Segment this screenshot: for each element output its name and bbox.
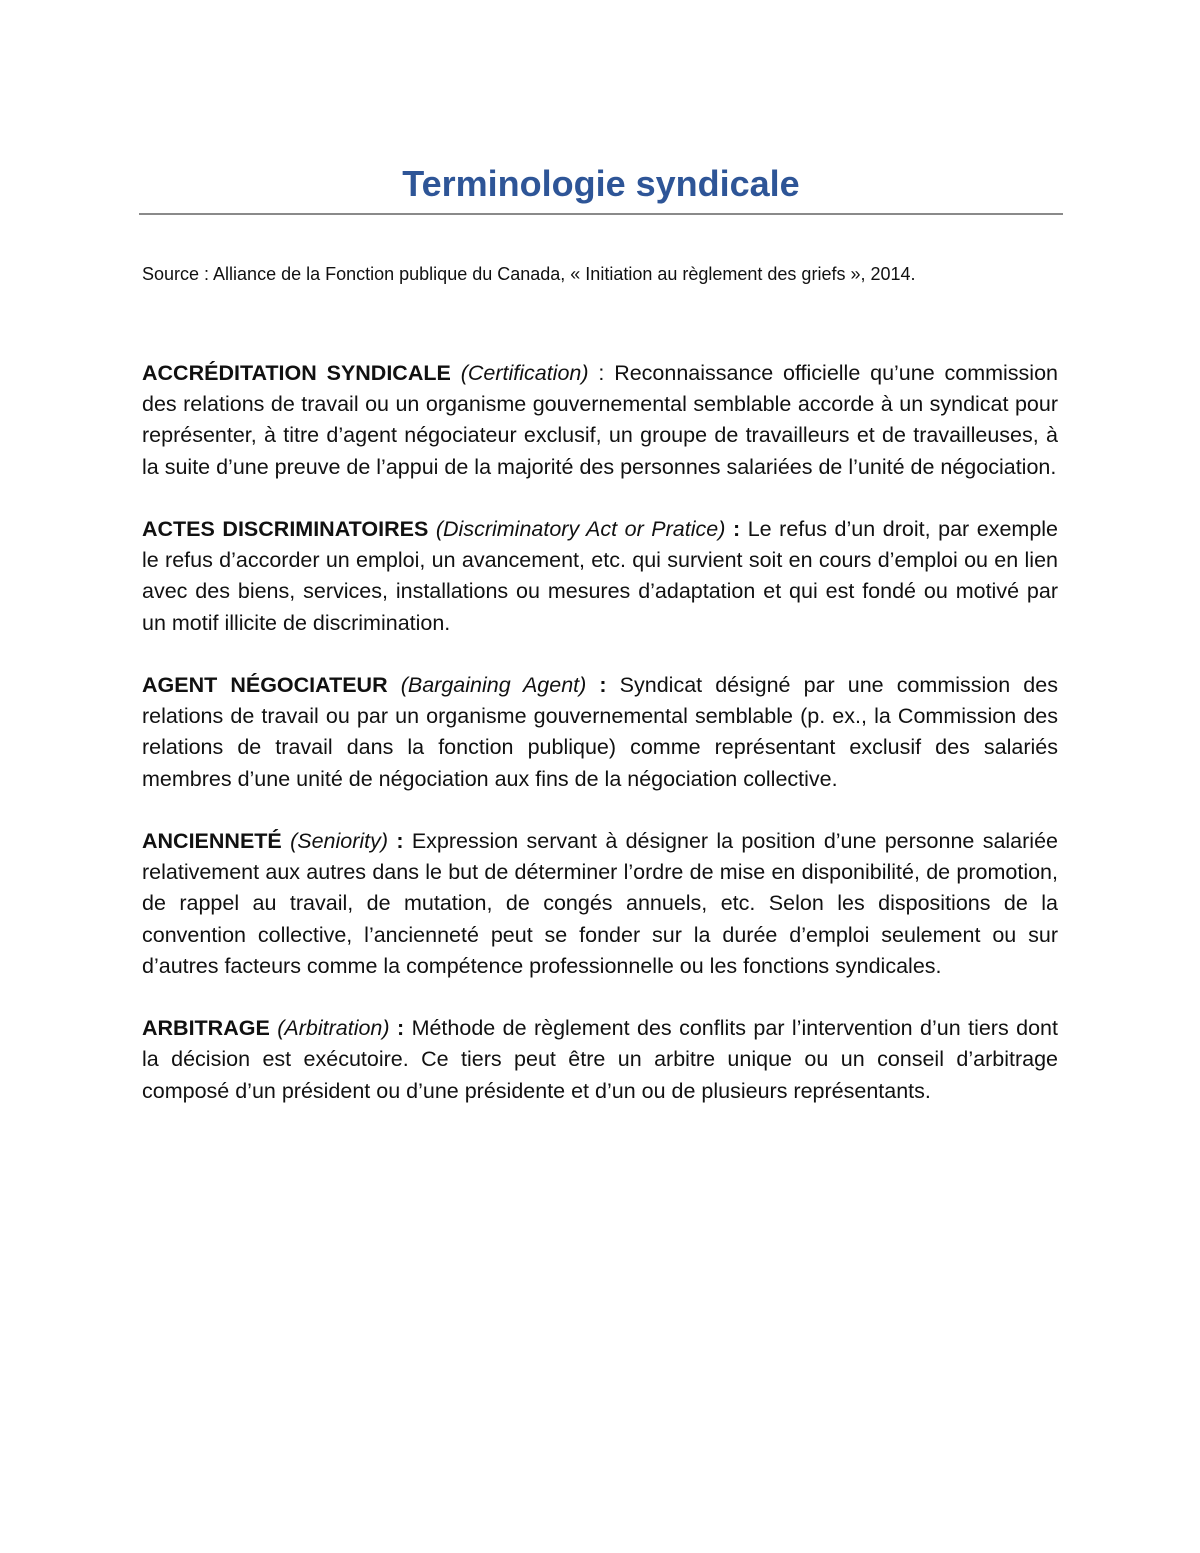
entry-english-term: (Arbitration) xyxy=(277,1016,390,1041)
entry-term: AGENT NÉGOCIATEUR xyxy=(142,673,388,697)
entry-separator: : xyxy=(396,829,404,853)
source-citation: Source : Alliance de la Fonction publique du Canada, « Initiation au règlement des griefs », 2014. xyxy=(142,264,916,284)
entry-english-term: (Seniority) xyxy=(290,829,389,853)
entry-definition: Méthode de règlement des conflits par l’intervention d’un tiers dont la décision est exécutoire. Ce tiers peut être un arbitre unique ou un conseil d’arbitrage composé d’un président ou d’une présidente et d’un ou de plusieurs représentants. xyxy=(142,1016,1058,1103)
glossary-entry-agent-negociateur xyxy=(142,670,1058,795)
entry-english-term: (Discriminatory Act or Pratice) xyxy=(435,517,726,541)
entry-separator: : xyxy=(599,673,607,697)
glossary-entry-arbitrage xyxy=(142,1013,1058,1107)
entry-term: ARBITRAGE xyxy=(142,1016,270,1041)
entry-definition: Expression servant à désigner la position d’une personne salariée relativement aux autres dans le but de déterminer l’ordre de mise en disponibilité, de promotion, de rappel au travail, de mutation, de congés annuels, etc. Selon les dispositions de la convention collective, l’ancienneté peut se fonder sur la durée d’emploi seulement ou sur d’autres facteurs comme la compétence professionnelle ou les fonctions syndicales. xyxy=(142,829,1058,978)
entry-definition: Reconnaissance officielle qu’une commission des relations de travail ou un organisme gouvernemental semblable accorde à un syndicat pour représenter, à titre d’agent négociateur exclusif, un groupe de travailleurs et de travailleuses, à la suite d’une preuve de l’appui de la majorité des personnes salariées de l’unité de négociation. xyxy=(142,361,1059,479)
entry-term: ACCRÉDITATION SYNDICALE xyxy=(142,361,451,385)
glossary-entry-actes-discriminatoires xyxy=(142,514,1058,639)
glossary-entry-accreditation xyxy=(142,358,1058,483)
glossary-list xyxy=(142,358,1058,1138)
glossary-entry-anciennete xyxy=(142,826,1058,982)
entry-separator: : xyxy=(732,517,741,541)
entry-term: ANCIENNETÉ xyxy=(142,829,282,853)
entry-definition: Le refus d’un droit, par exemple le refus d’accorder un emploi, un avancement, etc. qui survient soit en cours d’emploi ou en lien avec des biens, services, installations ou mesures d’adaptation et qui est fondé ou motivé par un motif illicite de discrimination. xyxy=(142,517,1059,635)
title-underline xyxy=(139,213,1063,215)
entry-separator: : xyxy=(396,1016,405,1041)
entry-english-term: (Certification) xyxy=(460,361,589,385)
entry-term: ACTES DISCRIMINATOIRES xyxy=(142,517,429,541)
entry-separator: : xyxy=(598,361,605,385)
entry-definition: Syndicat désigné par une commission des relations de travail ou par un organisme gouvernemental semblable (p. ex., la Commission des relations de travail dans la fonction publique) comme représentant exclusif des salariés membres d’une unité de négociation aux fins de la négociation collective. xyxy=(142,673,1058,791)
entry-english-term: (Bargaining Agent) xyxy=(400,673,587,697)
page-title: Terminologie syndicale xyxy=(402,163,800,204)
